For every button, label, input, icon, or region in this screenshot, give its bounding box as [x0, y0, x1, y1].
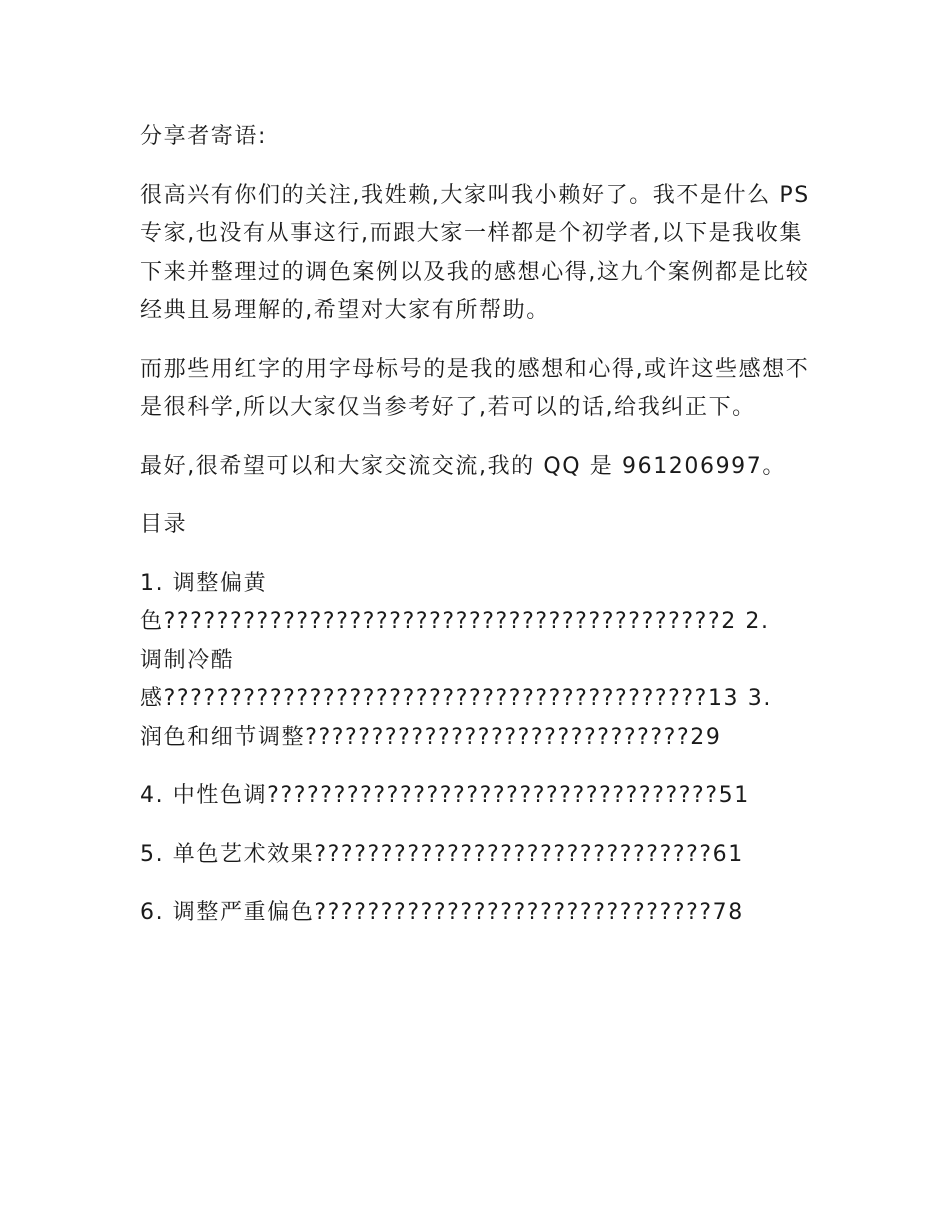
toc-block-1	[140, 565, 820, 758]
toc-entry-2-title[interactable]: 调制冷酷	[140, 647, 235, 673]
intro-paragraph-1: 很高兴有你们的关注,我姓赖,大家叫我小赖好了。我不是什么 PS 专家,也没有从事这行,而跟大家一样都是个初学者,以下是我收集下来并整理过的调色案例以及我的感想心得,这九个案例都是比较经典且易理解的,希望对大家有所帮助。	[140, 182, 819, 323]
toc-entry-6[interactable]: 6. 调整严重偏色??????????????????????????????78	[140, 900, 744, 925]
toc-entry-1-leader[interactable]: 色??????????????????????????????????????????2 2.	[140, 609, 770, 634]
toc-entry-2-leader[interactable]: 感?????????????????????????????????????????13 3.	[140, 686, 772, 711]
intro-paragraph-2: 而那些用红字的用字母标号的是我的感想和心得,或许这些感想不是很科学,所以大家仅当参考好了,若可以的话,给我纠正下。	[140, 356, 810, 420]
intro-paragraph-3: 最好,很希望可以和大家交流交流,我的 QQ 是 961206997。	[140, 453, 786, 479]
toc-entry-1-title[interactable]: 1. 调整偏黄	[140, 570, 268, 596]
document-page	[140, 118, 820, 953]
sharer-heading: 分享者寄语:	[140, 124, 268, 149]
toc-heading: 目录	[140, 512, 188, 537]
toc-entry-4[interactable]: 4. 中性色调??????????????????????????????????51	[140, 783, 750, 808]
toc-entry-5[interactable]: 5. 单色艺术效果??????????????????????????????61	[140, 841, 744, 867]
toc-entry-3[interactable]: 润色和细节调整?????????????????????????????29	[140, 724, 722, 750]
